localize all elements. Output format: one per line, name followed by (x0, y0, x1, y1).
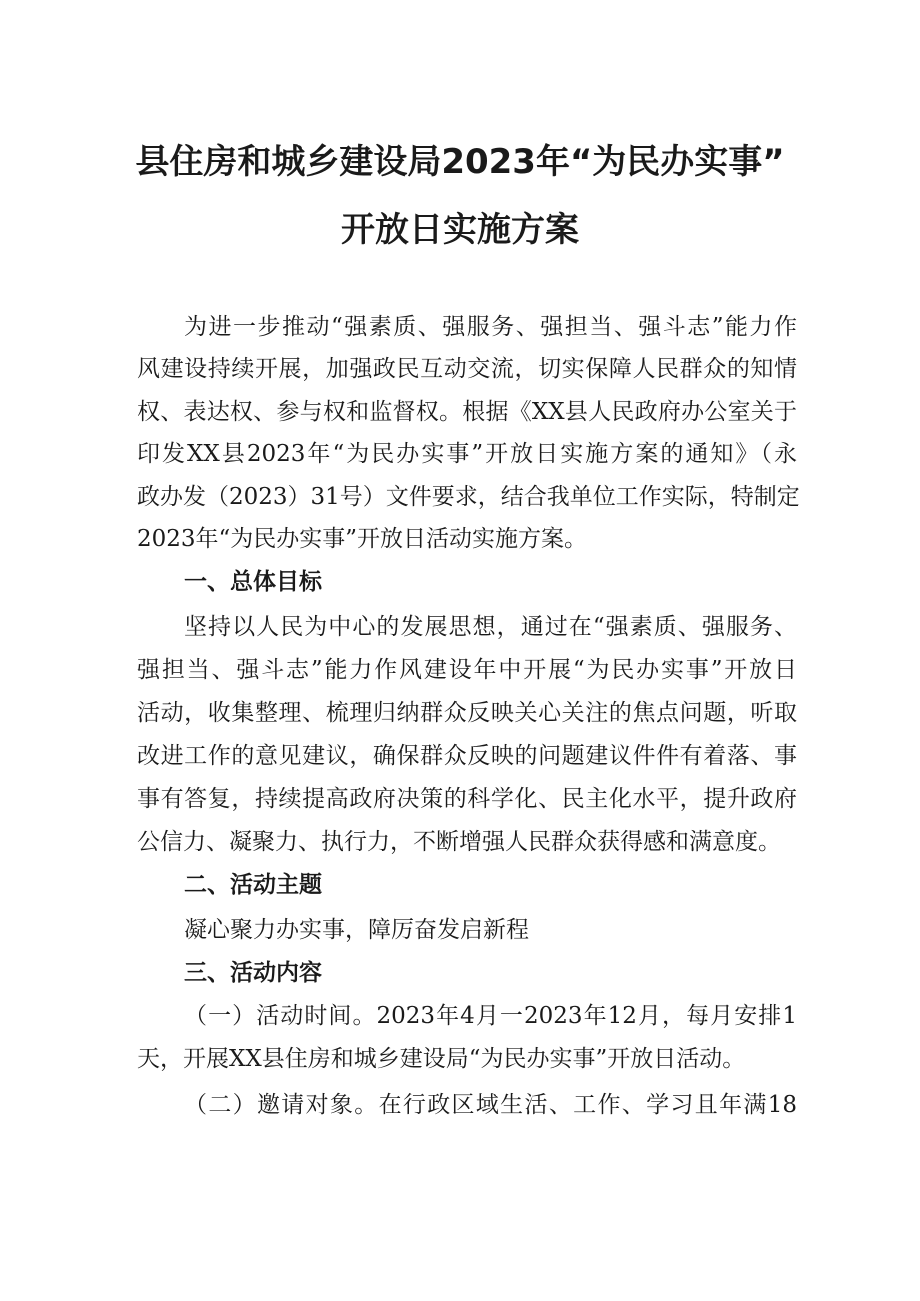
section1-line: 坚持以人民为中心的发展思想，通过在“强素质、强服务、 (184, 614, 797, 640)
intro-line: 政办发（2023）31号）文件要求，结合我单位工作实际，特制定 (137, 484, 800, 510)
intro-line: 权、表达权、参与权和监督权。根据《XX县人民政府办公室关于 (137, 399, 797, 425)
section1-line: 事有答复，持续提高政府决策的科学化、民主化水平，提升政府 (137, 786, 797, 812)
section-heading-theme: 二、活动主题 (184, 872, 322, 898)
section1-line: 改进工作的意见建议，确保群众反映的问题建议件件有着落、事 (137, 743, 797, 769)
intro-line: 风建设持续开展，加强政民互动交流，切实保障人民群众的知情 (137, 356, 797, 382)
document-title-line1: 县住房和城乡建设局2023年“为民办实事” (135, 142, 785, 182)
section1-line: 活动，收集整理、梳理归纳群众反映关心关注的焦点问题，听取 (137, 700, 797, 726)
section3-line: （二）邀请对象。在行政区域生活、工作、学习且年满18 (184, 1092, 797, 1118)
section-heading-overall-goal: 一、总体目标 (184, 569, 322, 595)
document-title-line2: 开放日实施方案 (341, 210, 579, 250)
intro-line: 印发XX县2023年“为民办实事”开放日实施方案的通知》（永 (137, 441, 797, 467)
intro-line: 2023年“为民办实事”开放日活动实施方案。 (137, 526, 588, 552)
section3-line: （一）活动时间。2023年4月一2023年12月，每月安排1 (184, 1003, 797, 1029)
section3-line: 天，开展XX县住房和城乡建设局“为民办实事”开放日活动。 (137, 1046, 746, 1072)
intro-line: 为进一步推动“强素质、强服务、强担当、强斗志”能力作 (184, 314, 797, 340)
section1-line: 公信力、凝聚力、执行力，不断增强人民群众获得感和满意度。 (137, 829, 781, 855)
section1-line: 强担当、强斗志”能力作风建设年中开展“为民办实事”开放日 (137, 657, 797, 683)
section-heading-content: 三、活动内容 (184, 960, 322, 986)
section2-line: 凝心聚力办实事，障厉奋发启新程 (184, 917, 529, 943)
